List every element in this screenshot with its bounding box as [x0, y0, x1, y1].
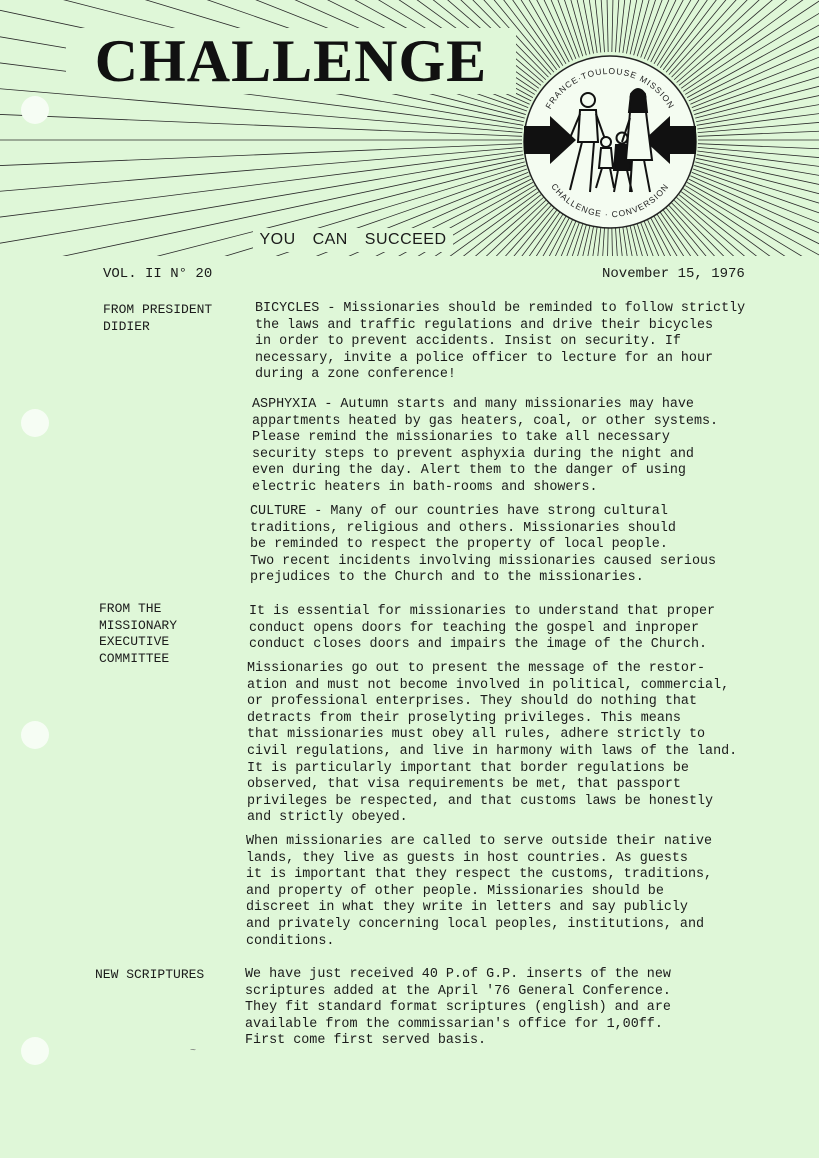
- newsletter-tagline: YOU CAN SUCCEED: [253, 228, 453, 252]
- paragraph-asphyxia: ASPHYXIA - Autumn starts and many missionaries may have appartments heated by gas heaters, coal, or other systems. Please remind the missionaries to take all necessary security steps to prevent asphyxia during the night and even during the day. Alert them to the danger of using electric heaters in bath-rooms and showers.: [252, 397, 719, 495]
- sunburst-ray: [697, 0, 819, 125]
- masthead-bottom-mask: [0, 256, 819, 265]
- section-label-scriptures: NEW SCRIPTURES: [95, 967, 205, 982]
- emblem-bottom-text: CHALLENGE · CONVERSION: [549, 181, 671, 220]
- sunburst-ray: [697, 151, 819, 253]
- masthead: [0, 0, 819, 265]
- paragraph-bicycles: BICYCLES - Missionaries should be reminded to follow strictly the laws and traffic regulations and drive their bicycles in order to prevent accidents. Insist on security. If necessary, invite a police officer to lecture for an hour during a zone conference!: [255, 301, 746, 383]
- paragraph-guests: When missionaries are called to serve outside their native lands, they live as guests in host countries. As guests it is important that they respect the customs, traditions, and property of other people. Missionaries should be discreet in what they write in letters and say publicly and privately concerning local peoples, institutions, and conditions.: [246, 834, 713, 949]
- paragraph-conduct: It is essential for missionaries to understand that proper conduct opens doors for teaching the gospel and inproper conduct closes doors and impairs the image of the Church.: [249, 604, 716, 653]
- newsletter-title: CHALLENGE: [66, 28, 516, 94]
- sunburst-ray: [0, 189, 537, 265]
- section-label-committee: FROM THE MISSIONARY EXECUTIVE COMMITTEE: [99, 601, 178, 666]
- issue-date: November 15, 1976: [602, 266, 745, 282]
- section-label-president: FROM PRESIDENT DIDIER: [103, 302, 213, 334]
- punch-hole: [21, 96, 49, 124]
- issue-volume: VOL. II N° 20: [103, 266, 213, 282]
- sunburst-ray: [697, 27, 819, 129]
- sunburst-ray: [692, 172, 819, 265]
- sunburst-ray: [696, 158, 819, 265]
- sunburst-ray: [694, 0, 819, 115]
- paragraph-enterprises: Missionaries go out to present the message of the restor- ation and must not become involved in political, commercial, or professional enterprises. They should do nothing that detracts from their proselyting privileges. This means that missionaries must obey all rules, adhere strictly to civil regulations, and live in harmony with laws of the land. It is particularly important that border regulations be observed, that visa requirements be met, that passport privileges be respected, and that customs laws be honestly and strictly obeyed.: [247, 661, 738, 826]
- sunburst-ray: [0, 147, 522, 215]
- sunburst-ray: [0, 179, 531, 265]
- emblem-top-text: FRANCE·TOULOUSE MISSION: [543, 65, 677, 111]
- paragraph-scripture-inserts: We have just received 40 P.of G.P. inserts of the new scriptures added at the April '76 General Conference. They fit standard format scriptures (english) and are available from the commissarian's office for 1,00ff. First come first served basis.: [245, 967, 671, 1049]
- scan-mark: ~: [190, 1046, 197, 1057]
- paragraph-culture: CULTURE - Many of our countries have strong cultural traditions, religious and others. Missionaries should be reminded to respect the property of local people. Two recent incidents involving missionaries caused serious prejudices to the Church and to the missionaries.: [250, 504, 717, 586]
- punch-hole: [21, 409, 49, 437]
- mission-emblem: [510, 42, 710, 242]
- punch-hole: [21, 1037, 49, 1065]
- sunburst-ray: [693, 169, 819, 265]
- punch-hole: [21, 721, 49, 749]
